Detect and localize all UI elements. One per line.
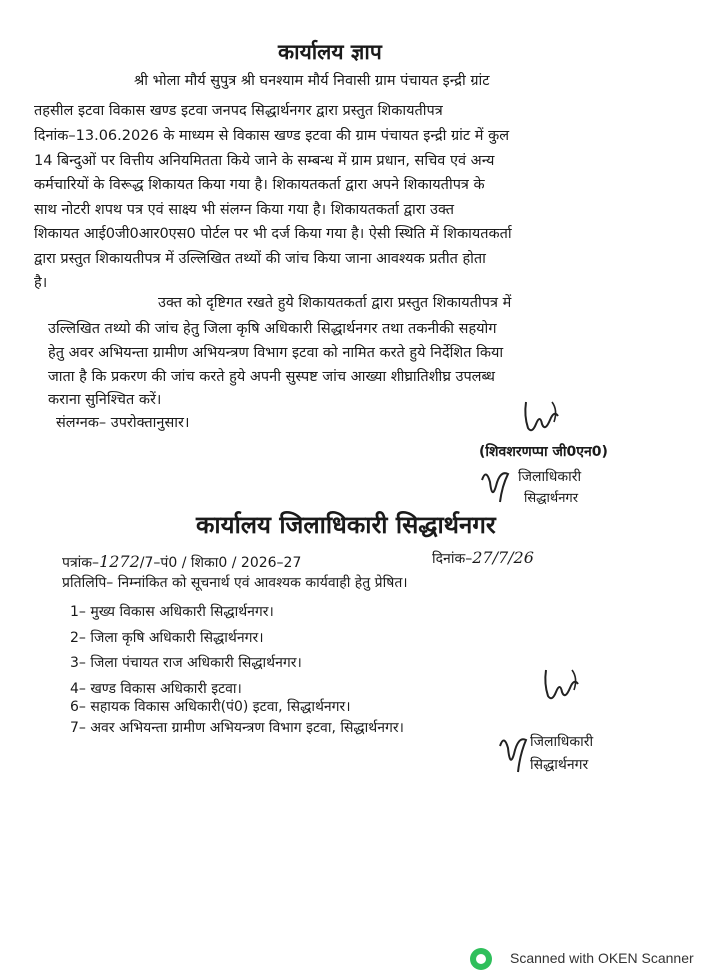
office-title: कार्यालय जिलाधिकारी सिद्धार्थनगर [196, 511, 496, 539]
signature-initials [538, 666, 596, 708]
signature-initials [518, 398, 576, 440]
date-handwritten: 27/7/26 [472, 548, 534, 567]
body-line: दिनांक–13.06.2026 के माध्यम से विकास खण्ड इटवा की ग्राम पंचायत इन्द्री ग्रांट में कुल [34, 128, 510, 144]
letter-date [432, 548, 534, 568]
body-line: द्वारा प्रस्तुत शिकायतीपत्र में उल्लिखित तथ्यों की जांच किया जाना आवश्यक प्रतीत होता [34, 251, 486, 267]
signatory-designation: जिलाधिकारी [530, 734, 594, 750]
date-label: दिनांक– [432, 551, 473, 567]
copy-item: 1– मुख्य विकास अधिकारी सिद्धार्थनगर। [70, 604, 274, 620]
copy-item: 2– जिला कृषि अधिकारी सिद्धार्थनगर। [70, 630, 264, 646]
body-line: तहसील इटवा विकास खण्ड इटवा जनपद सिद्धार्थनगर द्वारा प्रस्तुत शिकायतीपत्र [34, 103, 443, 119]
signatory-place: सिद्धार्थनगर [524, 491, 579, 506]
body-line: श्री भोला मौर्य सुपुत्र श्री घनश्याम मौर्य निवासी ग्राम पंचायत इन्द्री ग्रांट [134, 73, 490, 89]
copy-item: 6– सहायक विकास अधिकारी(पं0) इटवा, सिद्धार्थनगर। [70, 699, 351, 715]
letter-number [62, 552, 301, 572]
body-line: उक्त को दृष्टिगत रखते हुये शिकायतकर्ता द्वारा प्रस्तुत शिकायतीपत्र में [158, 295, 512, 311]
letter-number-handwritten: 1272 [99, 552, 140, 571]
body-line: 14 बिन्दुओं पर वित्तीय अनियमितता किये जाने के सम्बन्ध में ग्राम प्रधान, सचिव एवं अन्य [34, 153, 495, 169]
copy-intro: प्रतिलिपि– निम्नांकित को सूचनार्थ एवं आवश्यक कार्यवाही हेतु प्रेषित। [62, 575, 408, 591]
body-line: शिकायत आई0जी0आर0एस0 पोर्टल पर भी दर्ज किया गया है। ऐसी स्थिति में शिकायतकर्ता [34, 226, 512, 242]
copy-item: 3– जिला पंचायत राज अधिकारी सिद्धार्थनगर। [70, 655, 302, 671]
letter-number-ref: /7–पं0 / शिका0 / 2026–27 [139, 555, 302, 571]
signatory-name: (शिवशरणप्पा जी0एन0) [479, 444, 608, 460]
copy-item: 7– अवर अभियन्ता ग्रामीण अभियन्त्रण विभाग इटवा, सिद्धार्थनगर। [70, 720, 404, 736]
signatory-designation: जिलाधिकारी [518, 469, 582, 485]
body-line: साथ नोटरी शपथ पत्र एवं साक्ष्य भी संलग्न किया गया है। शिकायतकर्ता द्वारा उक्त [34, 202, 455, 218]
signature-scribble [478, 462, 518, 506]
enclosure-line: संलग्नक– उपरोक्तानुसार। [56, 415, 190, 431]
signatory-place: सिद्धार्थनगर [530, 757, 589, 773]
body-line: है। [34, 275, 48, 291]
scanner-logo-icon [470, 948, 492, 970]
memo-title: कार्यालय ज्ञाप [278, 40, 382, 64]
copy-item: 4– खण्ड विकास अधिकारी इटवा। [70, 681, 242, 697]
body-line: उल्लिखित तथ्यो की जांच हेतु जिला कृषि अधिकारी सिद्धार्थनगर तथा तकनीकी सहयोग [48, 321, 497, 337]
letter-number-label: पत्रांक– [62, 555, 100, 571]
body-line: कर्मचारियों के विरूद्ध शिकायत किया गया है। शिकायतकर्ता द्वारा अपने शिकायतीपत्र के [34, 177, 485, 193]
body-line: हेतु अवर अभियन्ता ग्रामीण अभियन्त्रण विभाग इटवा को नामित करते हुये निर्देशित किया [48, 345, 504, 361]
body-line: कराना सुनिश्चित करें। [48, 392, 162, 408]
body-line: जाता है कि प्रकरण की जांच करते हुये अपनी सुस्पष्ट जांच आख्या शीघ्रातिशीघ्र उपलब्ध [48, 369, 495, 385]
scanner-watermark: Scanned with OKEN Scanner [510, 950, 694, 966]
